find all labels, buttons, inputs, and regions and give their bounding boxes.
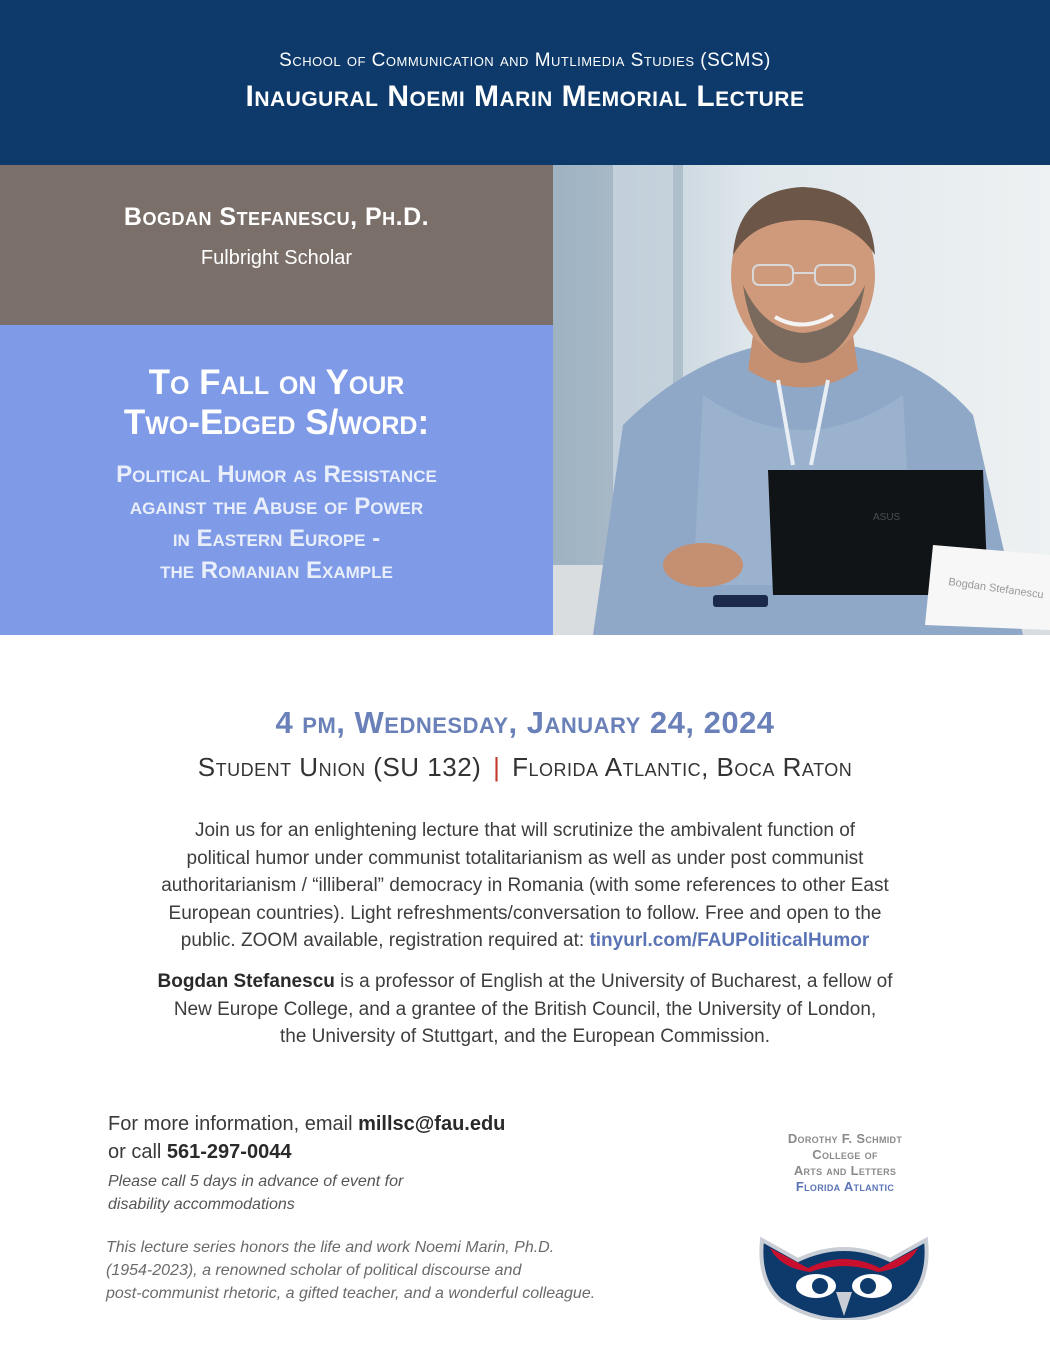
description-line: European countries). Light refreshments/conversation to follow. Free and open to the bbox=[168, 902, 882, 924]
school-name: School of Communication and Mutlimedia Studies (SCMS) bbox=[279, 50, 771, 71]
event-location bbox=[0, 752, 1050, 783]
header-banner bbox=[0, 0, 1050, 165]
event-campus: Florida Atlantic, Boca Raton bbox=[512, 752, 853, 782]
contact-info bbox=[108, 1110, 668, 1216]
lecture-subtitle-line: in Eastern Europe - bbox=[172, 525, 381, 552]
description-line bbox=[105, 927, 945, 955]
contact-phone[interactable]: 561-297-0044 bbox=[166, 1141, 292, 1163]
contact-email-label: For more information, email bbox=[108, 1113, 359, 1135]
lecture-title-line: To Fall on Your bbox=[148, 363, 405, 402]
college-name-line: Dorothy F. Schmidt bbox=[787, 1131, 903, 1146]
college-name bbox=[755, 1131, 935, 1195]
bio-text: is a professor of English at the University of Bucharest, a fellow of bbox=[334, 971, 893, 992]
lecture-subtitle-line: against the Abuse of Power bbox=[129, 493, 424, 520]
registration-link[interactable]: tinyurl.com/FAUPoliticalHumor bbox=[589, 930, 870, 951]
nameplate-text: Bogdan Stefanescu bbox=[947, 576, 1045, 602]
memorial-note bbox=[106, 1236, 686, 1305]
college-name-line: College of bbox=[812, 1147, 878, 1162]
description-text: public. ZOOM available, registration required at: bbox=[180, 930, 590, 951]
bio-speaker-name: Bogdan Stefanescu bbox=[157, 971, 335, 992]
lecture-title bbox=[20, 363, 533, 443]
bio-line: the University of Stuttgart, and the European Commission. bbox=[279, 1026, 771, 1047]
memorial-note-line: This lecture series honors the life and work Noemi Marin, Ph.D. bbox=[106, 1239, 555, 1256]
lecture-title-line: Two-Edged S/word: bbox=[123, 403, 430, 442]
lecture-title-panel bbox=[0, 325, 553, 635]
college-name-line: Arts and Letters bbox=[793, 1163, 897, 1178]
lecture-subtitle-line: the Romanian Example bbox=[160, 557, 393, 584]
speaker-name: Bogdan Stefanescu, Ph.D. bbox=[123, 203, 430, 231]
bio-line bbox=[105, 968, 945, 996]
description-line: authoritarianism / “illiberal” democracy in Romania (with some references to other East bbox=[161, 875, 889, 896]
accessibility-note-line: disability accommodations bbox=[108, 1196, 295, 1213]
lecture-subtitle-line: Political Humor as Resistance bbox=[116, 461, 437, 488]
event-description bbox=[105, 817, 945, 955]
accessibility-note bbox=[108, 1170, 468, 1216]
university-name: Florida Atlantic bbox=[795, 1179, 895, 1194]
contact-email-line bbox=[108, 1110, 668, 1138]
speaker-panel bbox=[0, 165, 553, 325]
contact-email[interactable]: millsc@fau.edu bbox=[358, 1113, 506, 1135]
location-separator: | bbox=[493, 752, 501, 782]
lecture-series-title: Inaugural Noemi Marin Memorial Lecture bbox=[245, 80, 805, 113]
description-line: Join us for an enlightening lecture that will scrutinize the ambivalent function of bbox=[194, 820, 856, 841]
speaker-photo-illustration bbox=[553, 165, 1050, 635]
event-date: 4 pm, Wednesday, January 24, 2024 bbox=[275, 705, 775, 740]
memorial-note-line: (1954-2023), a renowned scholar of political discourse and bbox=[106, 1262, 522, 1279]
accessibility-note-line: Please call 5 days in advance of event for bbox=[108, 1173, 404, 1190]
event-venue: Student Union (SU 132) bbox=[197, 752, 482, 782]
contact-phone-label: or call bbox=[108, 1141, 167, 1163]
bio-line: New Europe College, and a grantee of the British Council, the University of London, bbox=[173, 998, 877, 1020]
laptop-brand: ASUS bbox=[873, 512, 901, 523]
lecture-subtitle bbox=[20, 459, 533, 587]
fau-owl-logo-icon bbox=[758, 1220, 930, 1320]
memorial-note-line: post-communist rhetoric, a gifted teacher, and a wonderful colleague. bbox=[106, 1285, 596, 1302]
speaker-role: Fulbright Scholar bbox=[200, 247, 353, 269]
speaker-bio bbox=[105, 968, 945, 1051]
speaker-photo bbox=[553, 165, 1050, 635]
contact-phone-line bbox=[108, 1138, 668, 1166]
description-line: political humor under communist totalitarianism as well as under post communist bbox=[186, 847, 864, 869]
